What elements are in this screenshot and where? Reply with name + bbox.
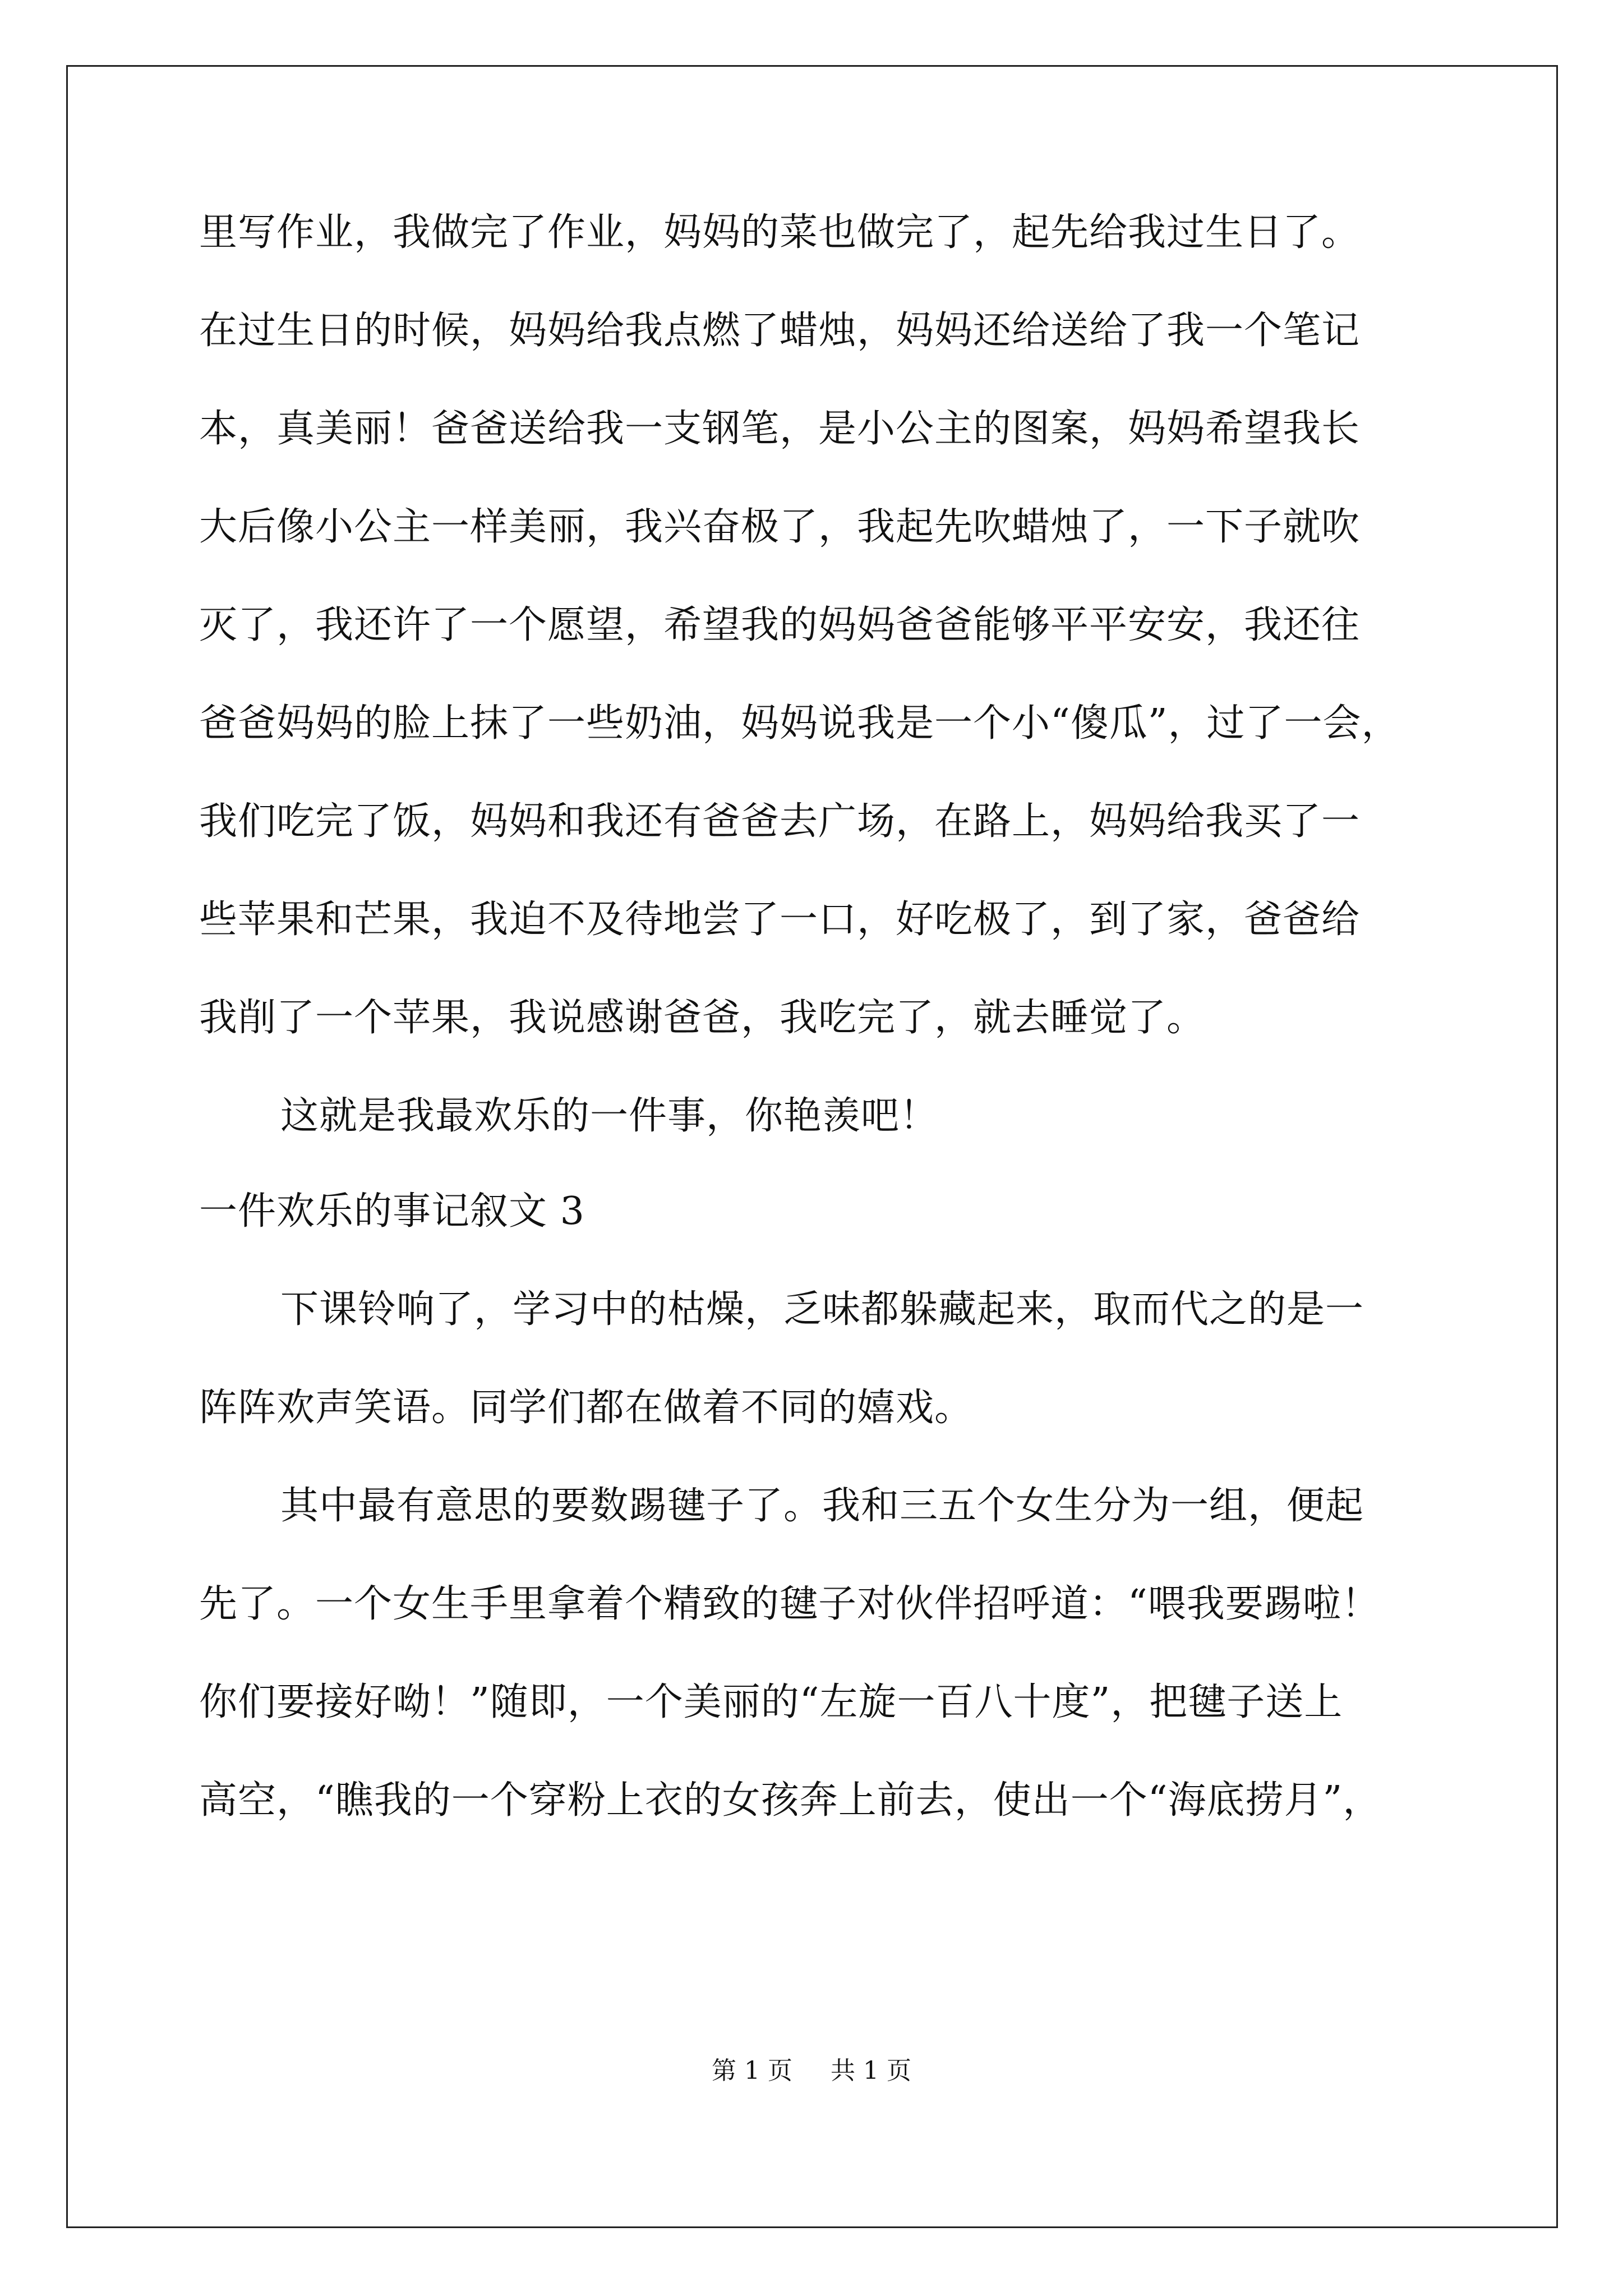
body-line-13: 阵阵欢声笑语。同学们都在做着不同的嬉戏。	[199, 1386, 974, 1430]
page-frame	[66, 65, 1558, 2228]
body-line-4: 大后像小公主一样美丽，我兴奋极了，我起先吹蜡烛了，一下子就吹	[199, 505, 1361, 549]
body-line-6: 爸爸妈妈的脸上抹了一些奶油，妈妈说我是一个小“傻瓜”，过了一会，	[199, 701, 1400, 746]
paragraph-closing: 这就是我最欢乐的一件事，你艳羡吧！	[280, 1094, 939, 1138]
body-line-1: 里写作业，我做完了作业，妈妈的菜也做完了，起先给我过生日了。	[199, 210, 1361, 255]
body-line-3: 本，真美丽！爸爸送给我一支钢笔，是小公主的图案，妈妈希望我长	[199, 407, 1361, 451]
body-line-14: 其中最有意思的要数踢毽子了。我和三五个女生分为一组，便起	[280, 1484, 1364, 1528]
section-heading: 一件欢乐的事记叙文 3	[199, 1189, 585, 1234]
page-number: 第 1 页	[712, 2056, 792, 2085]
body-line-5: 灭了，我还许了一个愿望，希望我的妈妈爸爸能够平平安安，我还往	[199, 603, 1361, 647]
body-line-8: 些苹果和芒果，我迫不及待地尝了一口，好吃极了，到了家，爸爸给	[199, 898, 1361, 942]
body-line-12: 下课铃响了，学习中的枯燥，乏味都躲藏起来，取而代之的是一	[280, 1287, 1364, 1332]
body-line-9: 我削了一个苹果，我说感谢爸爸，我吃完了，就去睡觉了。	[199, 996, 1206, 1040]
body-line-7: 我们吃完了饭，妈妈和我还有爸爸去广场，在路上，妈妈给我买了一	[199, 799, 1361, 844]
body-line-2: 在过生日的时候，妈妈给我点燃了蜡烛，妈妈还给送给了我一个笔记	[199, 309, 1361, 353]
page-total: 共 1 页	[831, 2056, 911, 2085]
body-line-16: 你们要接好呦！”随即，一个美丽的“左旋一百八十度”，把毽子送上	[199, 1680, 1343, 1724]
body-line-17: 高空，“瞧我的一个穿粉上衣的女孩奔上前去，使出一个“海底捞月”，	[199, 1778, 1382, 1823]
body-line-15: 先了。一个女生手里拿着个精致的毽子对伙伴招呼道：“喂我要踢啦！	[199, 1582, 1380, 1626]
page-footer	[0, 2054, 1623, 2088]
